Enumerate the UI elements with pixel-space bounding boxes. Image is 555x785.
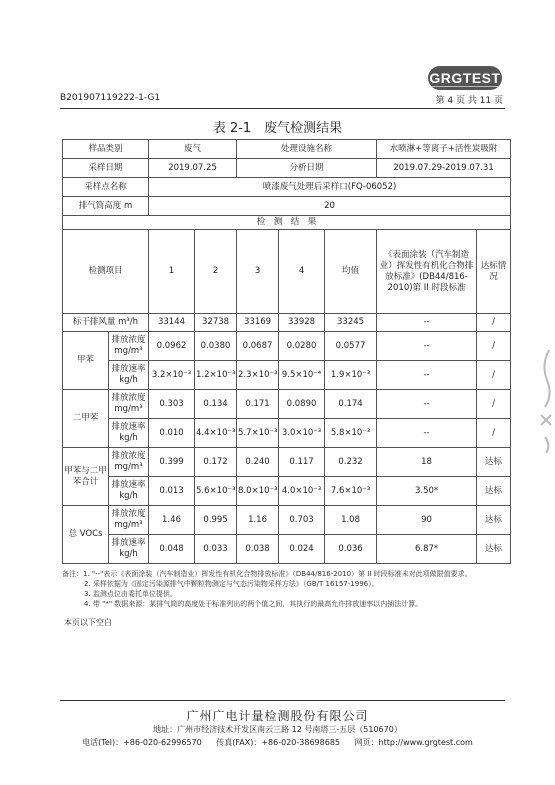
standard-limit: 18 xyxy=(377,448,477,477)
measured-value: 9.5×10⁻⁴ xyxy=(279,361,325,390)
standard-limit: -- xyxy=(377,390,477,419)
compliance-status: 达标 xyxy=(477,506,511,535)
measured-value: 3.0×10⁻³ xyxy=(279,419,325,448)
flow-value: 33245 xyxy=(325,314,377,332)
header-compliance: 达标情况 xyxy=(477,230,511,314)
header-run-4: 4 xyxy=(279,230,325,314)
measured-value: 0.232 xyxy=(325,448,377,477)
compliance-status: 达标 xyxy=(477,535,511,564)
footer-fax: 传真(FAX)：+86-020-38698685 xyxy=(216,738,341,747)
measured-value: 0.048 xyxy=(149,535,195,564)
exhaust-gas-results-table xyxy=(62,139,511,564)
measured-value: 1.08 xyxy=(325,506,377,535)
measured-value: 4.0×10⁻³ xyxy=(279,477,325,506)
flow-label: 标干排风量 m³/h xyxy=(63,314,149,332)
table-row xyxy=(63,361,511,390)
header-run-2: 2 xyxy=(195,230,237,314)
flow-compliance: / xyxy=(477,314,511,332)
stack-height-value: 20 xyxy=(149,197,511,216)
measured-value: 0.240 xyxy=(237,448,279,477)
standard-limit: -- xyxy=(377,332,477,361)
measured-value: 2.3×10⁻³ xyxy=(237,361,279,390)
flow-value: 33144 xyxy=(149,314,195,332)
footer-company: 广州广电计量检测股份有限公司 xyxy=(186,709,369,723)
standard-limit: 90 xyxy=(377,506,477,535)
standard-limit: -- xyxy=(377,361,477,390)
compliance-status: / xyxy=(477,390,511,419)
table-row xyxy=(63,506,511,535)
parameter-label: 排放浓度 mg/m³ xyxy=(109,506,149,535)
footer-web: 网页：http://www.grgtest.com xyxy=(354,738,473,747)
standard-limit: 6.87* xyxy=(377,535,477,564)
parameter-label: 排放速率 kg/h xyxy=(109,361,149,390)
measured-value: 7.6×10⁻³ xyxy=(325,477,377,506)
measured-value: 1.2×10⁻³ xyxy=(195,361,237,390)
results-heading: 检 测 结 果 xyxy=(63,216,511,230)
measured-value: 0.117 xyxy=(279,448,325,477)
measured-value: 1.46 xyxy=(149,506,195,535)
measured-value: 0.174 xyxy=(325,390,377,419)
measured-value: 1.16 xyxy=(237,506,279,535)
sampling-point-label: 采样点名称 xyxy=(63,178,149,197)
measured-value: 0.134 xyxy=(195,390,237,419)
measured-value: 4.4×10⁻³ xyxy=(195,419,237,448)
table-title: 表 2-1 废气检测结果 xyxy=(212,121,343,136)
measured-value: 0.0280 xyxy=(279,332,325,361)
edge-seal-mark xyxy=(537,345,555,455)
notes xyxy=(62,569,522,609)
table-row xyxy=(63,419,511,448)
measured-value: 0.038 xyxy=(237,535,279,564)
measured-value: 0.0380 xyxy=(195,332,237,361)
measured-value: 0.0962 xyxy=(149,332,195,361)
header-run-1: 1 xyxy=(149,230,195,314)
grgtest-logo: GRGTEST xyxy=(428,66,502,90)
measured-value: 0.399 xyxy=(149,448,195,477)
pollutant-name: 甲苯与二甲苯合计 xyxy=(63,448,109,506)
analysis-date-value: 2019.07.29-2019.07.31 xyxy=(377,159,511,178)
footer-address: 地址：广州市经济技术开发区南云三路 12 号南塔三-五层（510670） xyxy=(153,725,402,734)
page-number: 第 4 页 共 11 页 xyxy=(435,96,503,106)
analysis-date-label: 分析日期 xyxy=(237,159,377,178)
measured-value: 0.033 xyxy=(195,535,237,564)
table-row xyxy=(63,477,511,506)
measured-value: 5.8×10⁻³ xyxy=(325,419,377,448)
note-line: 2. 采样依据为《固定污染源排气中颗粒物测定与气态污染物采样方法》（GB/T 16157-1996）。 xyxy=(84,580,379,588)
measured-value: 0.303 xyxy=(149,390,195,419)
report-number: B201907119222-1-G1 xyxy=(60,93,161,103)
table-row xyxy=(63,448,511,477)
measured-value: 0.024 xyxy=(279,535,325,564)
note-line: 3. 监测点位由委托单位提供。 xyxy=(84,590,177,598)
compliance-status: / xyxy=(477,332,511,361)
footer-tel: 电话(Tel)：+86-020-62996570 xyxy=(82,738,202,747)
measured-value: 0.0687 xyxy=(237,332,279,361)
pollutant-name: 甲苯 xyxy=(63,332,109,390)
parameter-label: 排放速率 kg/h xyxy=(109,477,149,506)
note-line: 备注：1. "--"表示《表面涂装（汽车制造业）挥发性有机化合物排放标准》（DB44/816-2010）第 II 时段标准未对此项做限值要求。 xyxy=(62,570,472,578)
table-row xyxy=(63,390,511,419)
flow-value: 32738 xyxy=(195,314,237,332)
measured-value: 0.036 xyxy=(325,535,377,564)
parameter-label: 排放速率 kg/h xyxy=(109,419,149,448)
measured-value: 5.6×10⁻³ xyxy=(195,477,237,506)
measured-value: 3.2×10⁻³ xyxy=(149,361,195,390)
sampling-date-value: 2019.07.25 xyxy=(149,159,237,178)
measured-value: 0.171 xyxy=(237,390,279,419)
footer-divider xyxy=(60,700,505,701)
sample-type-value: 废气 xyxy=(149,140,237,159)
sample-type-label: 样品类别 xyxy=(63,140,149,159)
facility-value: 水喷淋+等离子+活性炭吸附 xyxy=(377,140,511,159)
measured-value: 1.9×10⁻³ xyxy=(325,361,377,390)
header-divider xyxy=(60,108,505,109)
sampling-point-value: 喷漆废气处理后采样口(FQ-06052) xyxy=(149,178,511,197)
table-row xyxy=(63,535,511,564)
sampling-date-label: 采样日期 xyxy=(63,159,149,178)
stack-height-label: 排气筒高度 m xyxy=(63,197,149,216)
parameter-label: 排放浓度 mg/m³ xyxy=(109,448,149,477)
note-line: 4. 带 "*" 数据来源：某排气筒的高度处于标准列出的两个值之间，其执行的最高允许排放速率以内插法计算。 xyxy=(84,600,423,608)
parameter-label: 排放浓度 mg/m³ xyxy=(109,390,149,419)
flow-value: 33169 xyxy=(237,314,279,332)
measured-value: 0.172 xyxy=(195,448,237,477)
measured-value: 0.995 xyxy=(195,506,237,535)
header-run-3: 3 xyxy=(237,230,279,314)
measured-value: 0.703 xyxy=(279,506,325,535)
flow-standard: -- xyxy=(377,314,477,332)
compliance-status: 达标 xyxy=(477,448,511,477)
parameter-label: 排放速率 kg/h xyxy=(109,535,149,564)
parameter-label: 排放浓度 mg/m³ xyxy=(109,332,149,361)
measured-value: 0.0577 xyxy=(325,332,377,361)
standard-limit: -- xyxy=(377,419,477,448)
footer-contact xyxy=(0,737,555,748)
header-average: 均值 xyxy=(325,230,377,314)
measured-value: 0.0890 xyxy=(279,390,325,419)
compliance-status: 达标 xyxy=(477,477,511,506)
standard-limit: 3.50* xyxy=(377,477,477,506)
measured-value: 5.7×10⁻³ xyxy=(237,419,279,448)
header-item: 检测项目 xyxy=(63,230,149,314)
blank-page-note: 本页以下空白 xyxy=(64,618,112,627)
measured-value: 8.0×10⁻³ xyxy=(237,477,279,506)
pollutant-name: 总 VOCs xyxy=(63,506,109,564)
compliance-status: / xyxy=(477,419,511,448)
header-standard: 《表面涂装（汽车制造业）挥发性有机化合物排放标准》(DB44/816-2010)第 II 时段标准 xyxy=(377,230,477,314)
table-row xyxy=(63,314,511,332)
pollutant-name: 二甲苯 xyxy=(63,390,109,448)
flow-value: 33928 xyxy=(279,314,325,332)
facility-label: 处理设施名称 xyxy=(237,140,377,159)
table-row xyxy=(63,332,511,361)
measured-value: 0.010 xyxy=(149,419,195,448)
measured-value: 0.013 xyxy=(149,477,195,506)
compliance-status: / xyxy=(477,361,511,390)
